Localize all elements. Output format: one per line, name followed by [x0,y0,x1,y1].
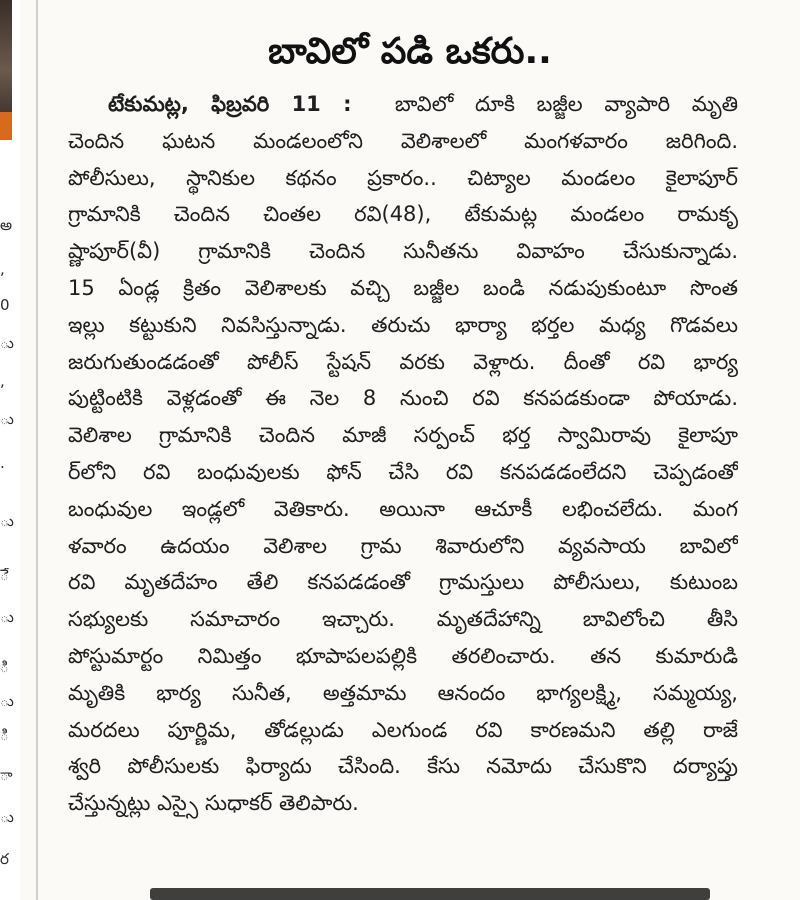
adjacent-text-fragment: . [0,456,5,471]
adjacent-text-fragment: , [0,374,5,389]
article-line: మృతికి భార్య సునీత, అత్తమామ ఆనందం భాగ్యలక్ష్మి, సమ్మయ్య, [68,680,738,705]
article-line-text: బావిలో దూకి బజ్జీల వ్యాపారి మృతి [394,92,738,116]
adjacent-text-fragment: , [0,262,5,277]
article-line: ఇల్లు కట్టుకుని నివసిస్తున్నాడు. తరుచు భార్యా భర్తల మధ్య గొడవలు [68,312,738,337]
adjacent-photo-accent [0,112,12,140]
article-line: పోస్టుమార్టం నిమిత్తం భూపాపలపల్లికి తరలించారు. తన కుమారుడి [68,643,738,668]
adjacent-text-fragment: 0 [0,298,10,313]
article-line: బంధువుల ఇండ్లలో వెతికారు. అయినా ఆచూకీ లభించలేదు. మంగ [68,496,738,521]
article-line: శ్వరి పోలీసులకు ఫిర్యాదు చేసింది. కేసు నమోదు చేసుకొని దర్యాప్తు [68,754,738,779]
adjacent-text-fragment: ు [0,694,14,709]
adjacent-text-fragment: ా [0,768,13,783]
adjacent-text-fragment: ు [0,412,14,427]
article-line: రవి మృతదేహం తేలి కనపడడంతో గ్రామస్తులు పోలీసులు, కుటుంబ [68,570,738,595]
adjacent-column [0,0,20,900]
adjacent-text-fragment: ు [0,514,14,529]
adjacent-text-fragment: ేే [0,568,9,583]
cropped-next-headline [150,888,710,900]
adjacent-text-fragment: ు [0,610,14,625]
article-line: వెలిశాల గ్రామానికి చెందిన మాజీ సర్పంచ్ భర్త స్వామిరావు కైలాపూ [68,423,738,448]
article-headline: బావిలో పడి ఒకరు.. [268,31,552,72]
article-line: జరుగుతుండడంతో పోలీస్ స్టేషన్ వరకు వెళ్లారు. దీంతో రవి భార్య [68,349,738,374]
article-line: చెందిన ఘటన మండలంలోని వెలిశాలలో మంగళవారం జరిగింది. [68,128,738,153]
adjacent-text-fragment: ి [0,660,9,675]
article-line: ళవారం ఉదయం వెలిశాల గ్రామ శివారులోని వ్యవసాయ బావిలో [68,533,738,558]
cropped-previous-text [70,0,730,8]
article-line: సభ్యులకు సమాచారం ఇచ్చారు. మృతదేహాన్ని బావిలోంచి తీసి [68,607,738,632]
article-line: మరదలు పూర్ణిమ, తోడల్లుడు ఎలగుండ రవి కారణమని తల్లి రాజే [68,717,738,742]
adjacent-text-fragment: ు [0,810,14,825]
article-line: గ్రామానికి చెందిన చింతల రవి(48), టేకుమట్ల మండలం రామకృ [68,202,738,227]
adjacent-text-fragment: ు [0,336,14,351]
article-line: ర్‌లోని రవి బంధువులకు ఫోన్ చేసి రవి కనపడడంలేదని చెప్పడంతో [68,459,738,484]
article-line [68,86,738,123]
article-line: చేస్తున్నట్లు ఎస్సై సుధాకర్ తెలిపారు. [68,791,359,816]
article-dateline: టేకుమట్ల, ఫిబ్రవరి 11 : [108,92,352,116]
article-line: ష్ణాపూర్(వీ) గ్రామానికి చెందిన సునీతను వివాహం చేసుకున్నాడు. [68,239,738,264]
adjacent-text-fragment: అ [0,218,13,233]
article-line: పుట్టింటికి వెళ్లడంతో ఈ నెల 8 నుంచి రవి కనపడకుండా పోయాడు. [68,386,738,411]
article-line: పోలీసులు, స్థానికుల కథనం ప్రకారం.. చిట్యాల మండలం కైలాపూర్ [68,165,738,190]
adjacent-text-fragment: ి [0,728,9,743]
article-body [68,86,738,822]
adjacent-text-fragment: ర [0,852,9,867]
column-divider [36,0,38,900]
article-line: 15 ఏండ్ల క్రితం వెలిశాలకు వచ్చి బజ్జీల బండి నడుపుకుంటూ సొంత [68,275,738,300]
